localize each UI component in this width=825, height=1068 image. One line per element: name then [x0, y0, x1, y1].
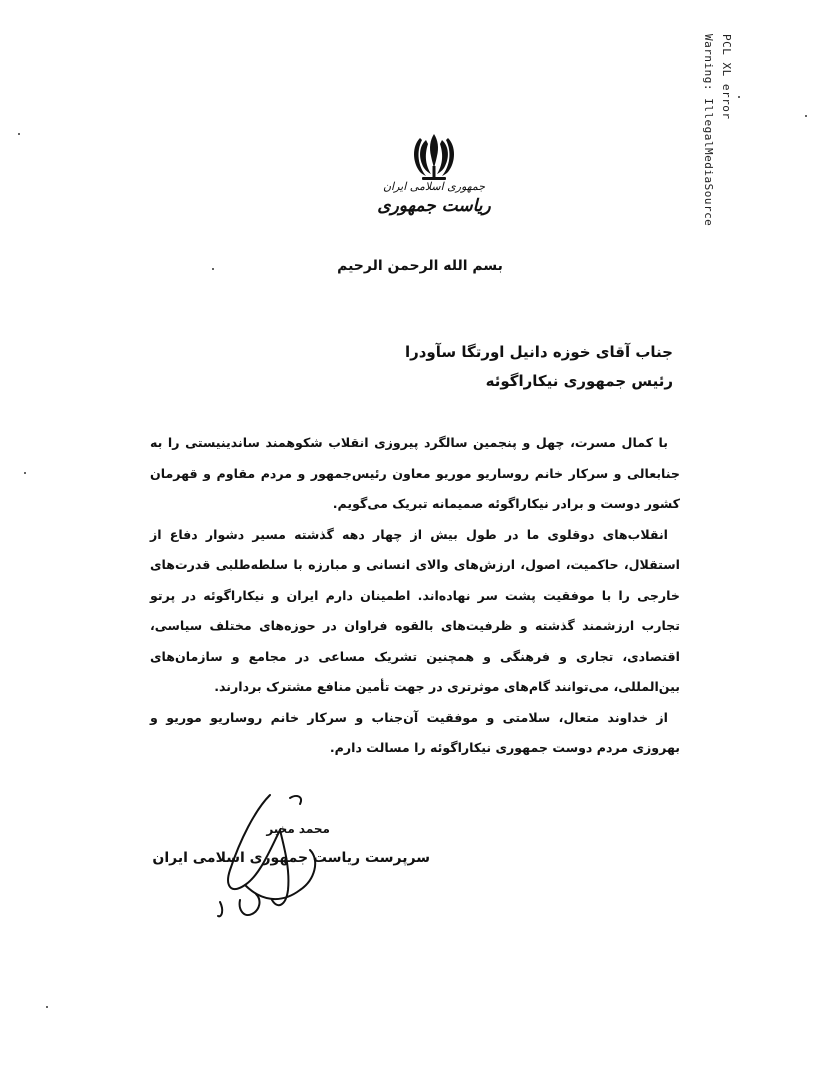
- body-paragraph: انقلاب‌های دوقلوی ما در طول بیش از چهار دهه گذشته مسیر دشوار دفاع از استقلال، حاکمیت، اصول، ارزش‌های والای انسانی و مبارزه با سلطه‌طلبی قدرت‌های خارجی را با موفقیت پشت سر نهاده‌اند. اطمینان دارم ایران و نیکاراگوئه در پرتو تجارب ارزشمند گذشته و ظرفیت‌های بالقوه فراوان در حوزه‌های مختلف سیاسی، اقتصادی، تجاری و فرهنگی و همچنین تشریک مساعی در مجامع و سازمان‌های بین‌المللی، می‌توانند گام‌های موثرتری در جهت تأمین منافع مشترک بردارند.: [150, 526, 680, 694]
- letterhead-office: ریاست جمهوری: [377, 196, 491, 216]
- fax-error-line: PCL XL error: [720, 34, 733, 120]
- scan-speck: [805, 115, 807, 117]
- signer-name: محمد مخبر: [266, 822, 330, 836]
- letter-body: [150, 428, 680, 764]
- scan-speck: [46, 1006, 48, 1008]
- body-paragraph: با کمال مسرت، چهل و پنجمین سالگرد پیروزی انقلاب شکوهمند ساندینیستی را به جنابعالی و سرکار خانم روساریو موریو معاون رئیس‌جمهور و مردم مقاوم و قهرمان کشور دوست و برادر نیکاراگوئه صمیمانه تبریک می‌گویم.: [150, 435, 680, 511]
- scan-speck: [212, 268, 214, 270]
- body-paragraph: از خداوند متعال، سلامتی و موفقیت آن‌جناب و سرکار خانم روساریو موریو و بهروزی مردم دوست جمهوری نیکاراگوئه را مسالت دارم.: [150, 709, 680, 755]
- recipient-name: جناب آقای خوزه دانیل اورتگا سآودرا: [404, 343, 673, 361]
- bismillah-heading: بسم الله الرحمن الرحیم: [337, 258, 503, 274]
- fax-warning-line: Warning: IllegalMediaSource: [702, 34, 715, 227]
- recipient-title: رئیس جمهوری نیکاراگوئه: [485, 372, 673, 390]
- letterhead-country: جمهوری اسلامی ایران: [382, 180, 486, 193]
- scan-speck: [738, 96, 740, 98]
- fax-error-stamp: [690, 34, 770, 274]
- scan-speck: [24, 472, 26, 474]
- iran-emblem-icon: [404, 130, 464, 182]
- signer-title: سرپرست ریاست جمهوری اسلامی ایران: [152, 850, 430, 866]
- scan-speck: [18, 133, 20, 135]
